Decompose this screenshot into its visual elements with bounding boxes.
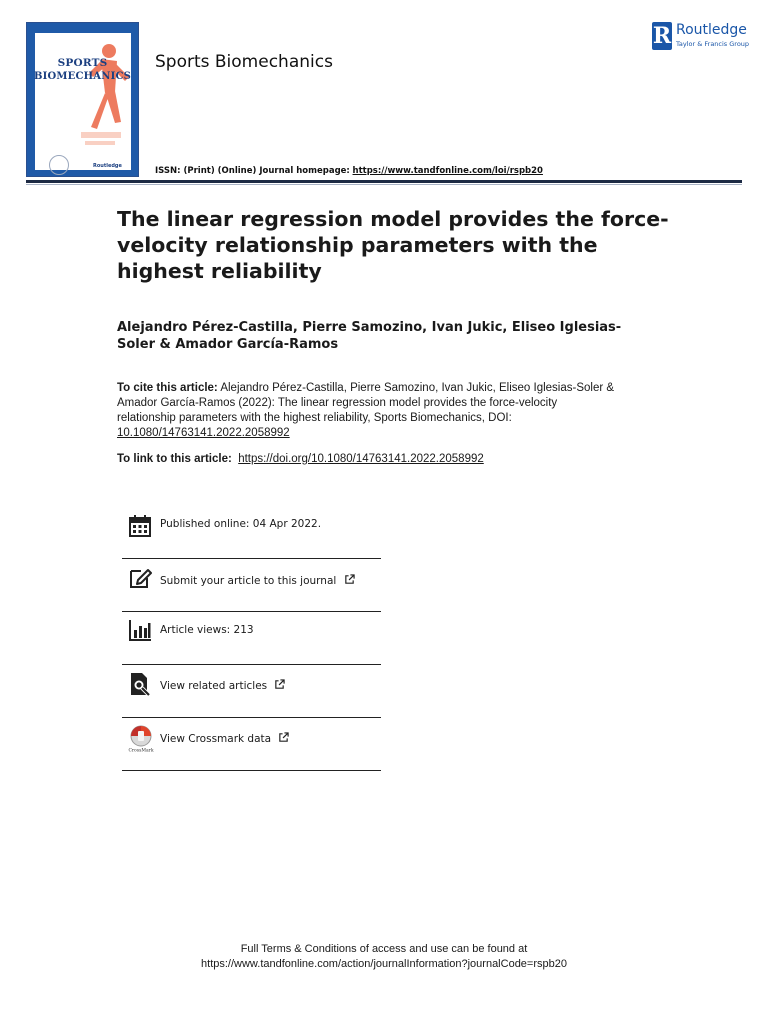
info-row-related[interactable]: [122, 664, 381, 718]
athlete-figure-icon: [71, 37, 131, 152]
journal-name: Sports Biomechanics: [155, 52, 333, 72]
publisher-name: Routledge: [676, 22, 747, 38]
terms-footer: [0, 942, 768, 972]
terms-footer-link[interactable]: https://www.tandfonline.com/action/journalInformation?journalCode=rspb20: [201, 958, 567, 970]
cover-publisher-mark: Routledge: [93, 163, 122, 169]
search-document-icon: [128, 672, 152, 696]
article-authors: Alejandro Pérez-Castilla, Pierre Samozino, Ivan Jukic, Eliseo Iglesias-Soler & Amador García-Ramos: [117, 320, 622, 352]
submit-article-link[interactable]: [160, 574, 355, 587]
cover-title-line-1: SPORTS: [57, 57, 108, 69]
article-title: The linear regression model provides the force-velocity relationship parameters with the highest reliability: [117, 207, 669, 283]
cite-text: Alejandro Pérez-Castilla, Pierre Samozino, Ivan Jukic, Eliseo Iglesias-Soler & Amador García-Ramos (2022): The linear regression model provides the force-velocity relationship parameters with the highest reliability, Sports Biomechanics, DOI:: [117, 382, 615, 424]
info-row-crossmark[interactable]: [122, 717, 381, 771]
published-online-text: Published online: 04 Apr 2022.: [160, 518, 322, 530]
crossmark-label: View Crossmark data: [160, 733, 272, 745]
edit-icon: [128, 566, 152, 590]
submit-article-label: Submit your article to this journal: [160, 575, 337, 587]
bar-chart-icon: [128, 618, 152, 642]
crossmark-link[interactable]: [160, 732, 289, 745]
crossmark-text: CrossMark: [128, 748, 154, 753]
article-views-text: Article views: 213: [160, 624, 254, 636]
issn-line: [155, 166, 543, 176]
cover-title-line-2: BIOMECHANICS: [33, 71, 132, 82]
info-row-published: [122, 505, 381, 559]
journal-cover-image: [26, 22, 139, 177]
header-divider: [26, 180, 742, 183]
calendar-icon: [128, 514, 152, 538]
journal-homepage-link[interactable]: https://www.tandfonline.com/loi/rspb20: [352, 166, 543, 176]
cite-doi-link[interactable]: 10.1080/14763141.2022.2058992: [117, 427, 290, 439]
publisher-subtitle: Taylor & Francis Group: [676, 40, 750, 48]
cite-label: To cite this article:: [117, 382, 218, 394]
routledge-mark-icon: R: [652, 23, 672, 49]
external-link-icon: [278, 732, 289, 743]
header-divider-thin: [26, 184, 742, 185]
article-link-block: [117, 452, 677, 467]
issn-label: ISSN: (Print) (Online) Journal homepage:: [155, 166, 350, 176]
publisher-logo: [652, 22, 752, 52]
related-articles-link[interactable]: [160, 679, 285, 692]
external-link-icon: [274, 679, 285, 690]
related-articles-label: View related articles: [160, 680, 268, 692]
article-doi-link[interactable]: https://doi.org/10.1080/14763141.2022.2058992: [238, 453, 484, 465]
link-label: To link to this article:: [117, 453, 232, 465]
external-link-icon: [344, 574, 355, 585]
citation-block: [117, 381, 617, 441]
cover-society-logo-icon: [49, 155, 69, 175]
info-row-views: [122, 611, 381, 665]
info-row-submit[interactable]: [122, 558, 381, 612]
terms-footer-line-1: Full Terms & Conditions of access and use can be found at: [240, 943, 528, 955]
crossmark-icon: [128, 725, 154, 753]
